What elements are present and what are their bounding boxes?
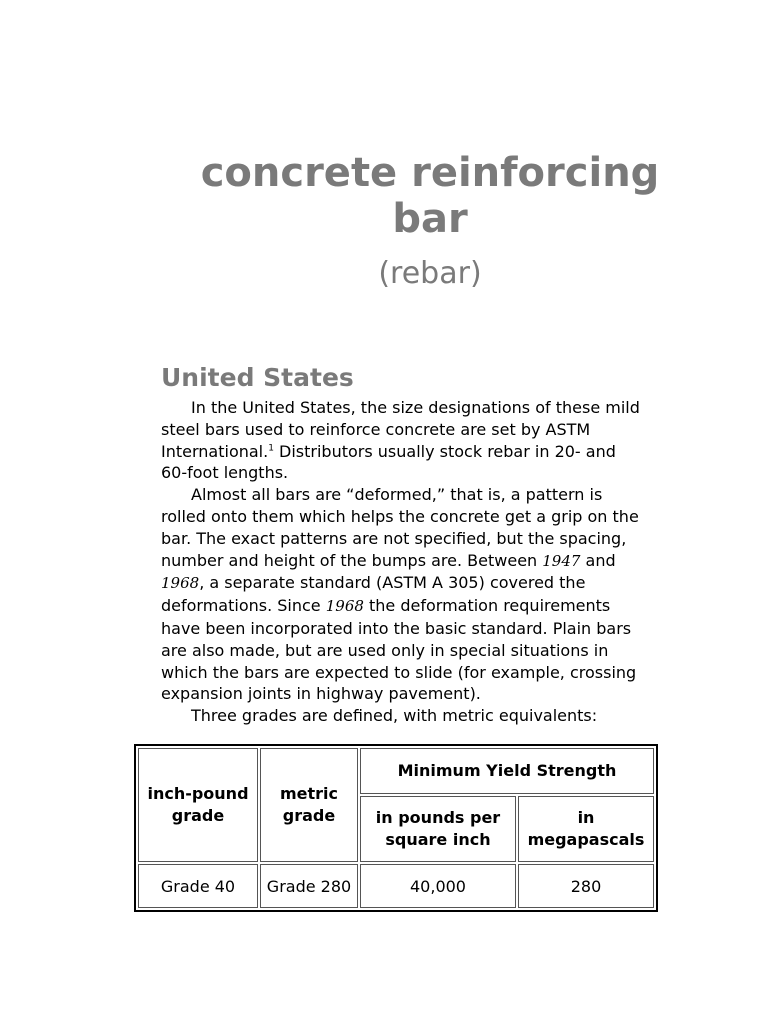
- paragraph-2-text: Almost all bars are “deformed,” that is, a pattern is rolled onto them which helps the concrete get a grip on the bar. The exact patterns are not specified, but the spacing, number and height of the bumps are. Between: [161, 485, 639, 570]
- grades-table: [134, 744, 658, 912]
- year-1968: 1968: [325, 597, 364, 616]
- paragraph-1: [161, 397, 641, 484]
- page-subtitle: (rebar): [378, 256, 482, 291]
- paragraph-2-text: the deformation requirements have been incorporated into the basic standard. Plain bars are also made, but are used only in special situations in which the bars are expected to slide (for example, crossing expansion joints in highway pavement).: [161, 596, 637, 704]
- year-1947: 1947: [542, 551, 581, 570]
- header-inch-pound-grade: inch-pound grade: [138, 748, 258, 862]
- cell-psi: 40,000: [360, 864, 516, 908]
- table-row: [138, 864, 654, 908]
- header-pounds-per-square-inch: in pounds per square inch: [360, 796, 516, 862]
- section-heading: United States: [161, 363, 354, 392]
- cell-inch-pound-grade: Grade 40: [138, 864, 258, 908]
- paragraph-2-text: and: [580, 550, 616, 570]
- paragraph-1-text-cont: Distributors usually stock rebar in 20- and 60-foot lengths.: [161, 441, 616, 483]
- cell-mpa: 280: [518, 864, 654, 908]
- footnote-marker[interactable]: 1: [268, 443, 274, 454]
- header-minimum-yield-strength: Minimum Yield Strength: [360, 748, 654, 794]
- header-megapascals: in megapascals: [518, 796, 654, 862]
- year-1968: 1968: [161, 574, 200, 593]
- cell-metric-grade: Grade 280: [260, 864, 358, 908]
- header-metric-grade: metric grade: [260, 748, 358, 862]
- paragraph-3: Three grades are defined, with metric equivalents:: [191, 706, 598, 726]
- paragraph-2-text: , a separate standard (ASTM A 305) covered the deformations. Since: [161, 573, 586, 616]
- paragraph-2: [161, 484, 641, 705]
- section-body: [161, 397, 641, 727]
- page-title: concrete reinforcing bar: [200, 150, 660, 242]
- paragraph-1-text: In the United States, the size designations of these mild steel bars used to reinforce concrete are set by ASTM International.: [161, 398, 640, 461]
